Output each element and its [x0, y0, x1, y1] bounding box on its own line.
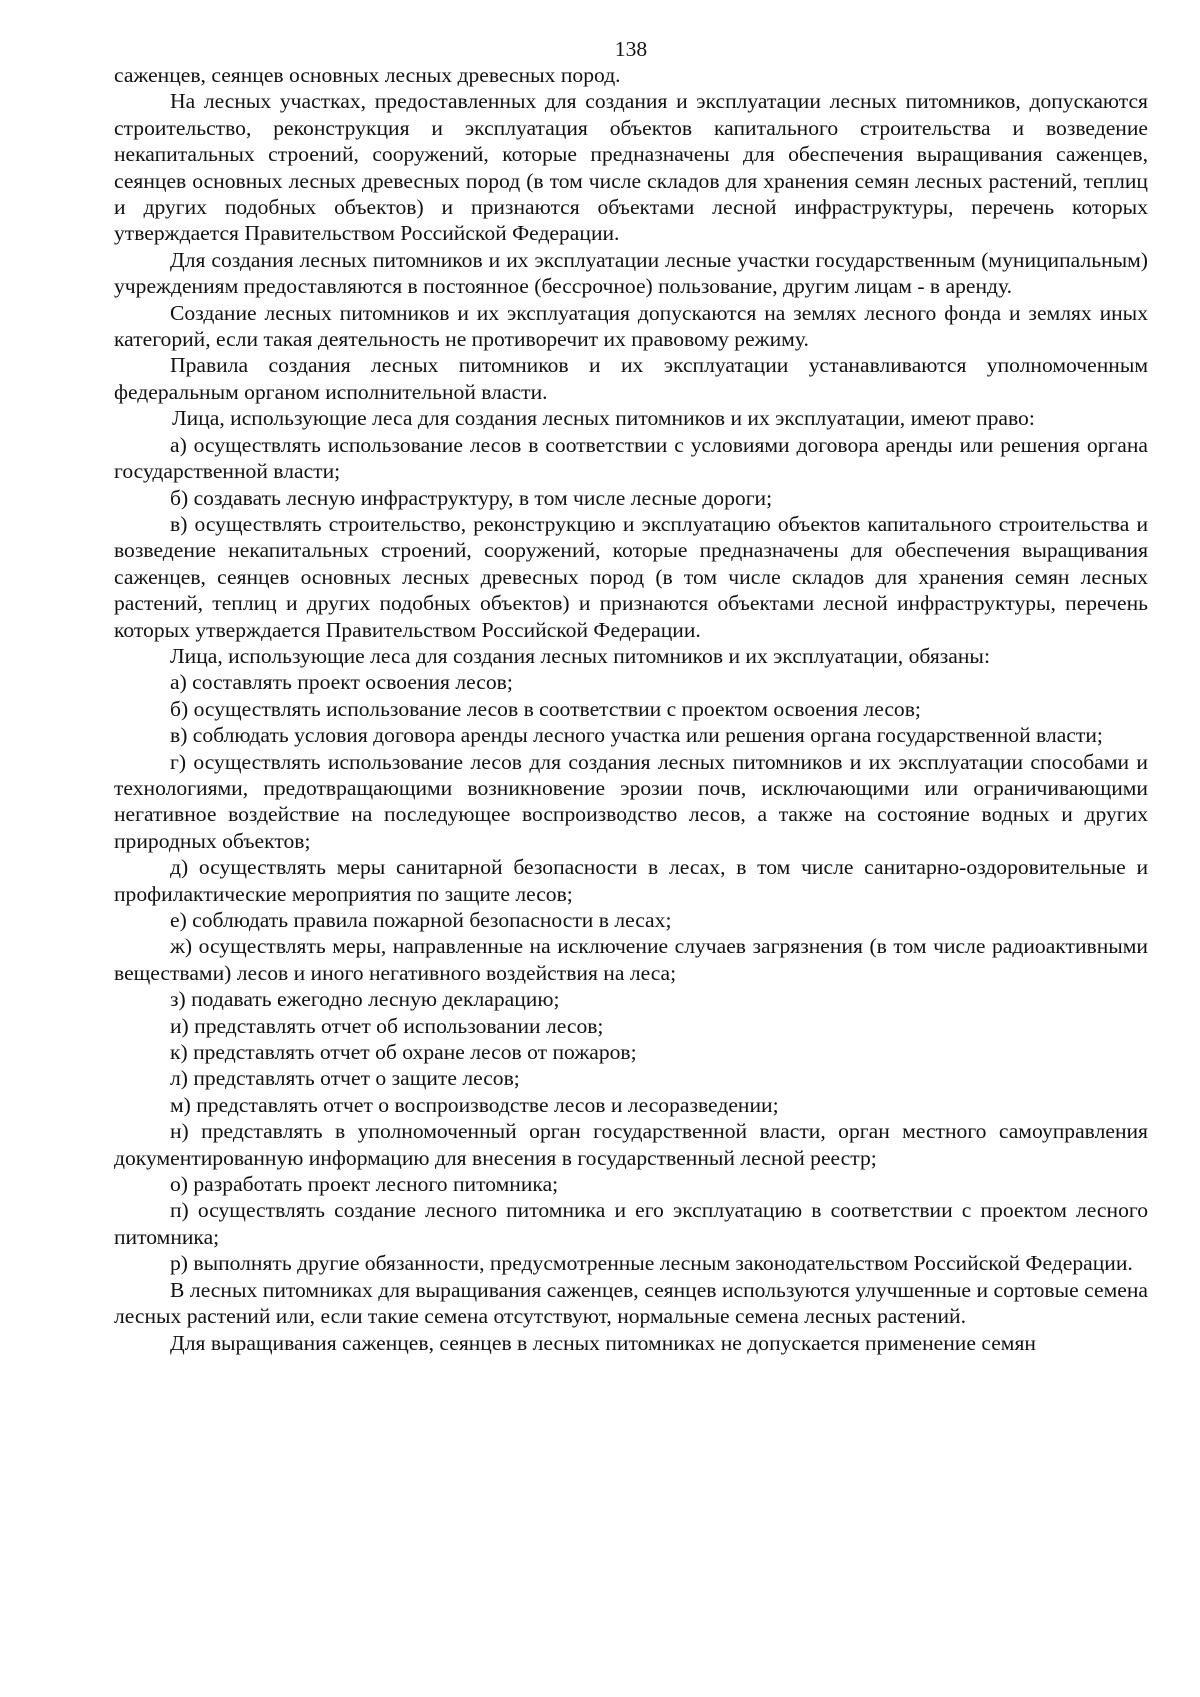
paragraph: и) представлять отчет об использовании лесов; — [170, 1013, 604, 1038]
paragraph: г) осуществлять использование лесов для создания лесных питомников и их эксплуатации способами и технологиями, предотвращающими возникновение эрозии почв, исключающими или ограничивающими негативное воздействие на последующее воспроизводство лесов, а также на состояние водных и других природных объектов; — [114, 749, 1148, 853]
paragraph: б) осуществлять использование лесов в соответствии с проектом освоения лесов; — [170, 696, 921, 721]
paragraph: Лица, использующие леса для создания лесных питомников и их эксплуатации, имеют право: — [172, 406, 1035, 431]
document-body — [114, 62, 1148, 1356]
paragraph: е) соблюдать правила пожарной безопасности в лесах; — [170, 908, 672, 932]
paragraph: п) осуществлять создание лесного питомника и его эксплуатацию в соответствии с проектом лесного питомника; — [114, 1198, 1148, 1249]
paragraph: Правила создания лесных питомников и их эксплуатации устанавливаются уполномоченным федеральным органом исполнительной власти. — [114, 353, 1148, 404]
paragraph-continuation: саженцев, сеянцев основных лесных древесных пород. — [114, 63, 621, 87]
paragraph: а) составлять проект освоения лесов; — [170, 670, 513, 695]
paragraph: ж) осуществлять меры, направленные на исключение случаев загрязнения (в том числе радиоактивными веществами) лесов и иного негативного воздействия на леса; — [114, 934, 1148, 985]
paragraph: л) представлять отчет о защите лесов; — [170, 1066, 520, 1091]
paragraph: м) представлять отчет о воспроизводстве лесов и лесоразведении; — [170, 1092, 779, 1117]
paragraph: н) представлять в уполномоченный орган государственной власти, орган местного самоуправления документированную информацию для внесения в государственный лесной реестр; — [114, 1119, 1148, 1170]
paragraph: Лица, использующие леса для создания лесных питомников и их эксплуатации, обязаны: — [170, 643, 990, 668]
paragraph: в) соблюдать условия договора аренды лесного участка или решения органа государственной власти; — [170, 723, 1103, 748]
paragraph: б) создавать лесную инфраструктуру, в том числе лесные дороги; — [170, 485, 773, 510]
paragraph: д) осуществлять меры санитарной безопасности в лесах, в том числе санитарно-оздоровительные и профилактические мероприятия по защите лесов; — [114, 855, 1148, 906]
paragraph: о) разработать проект лесного питомника; — [170, 1172, 559, 1197]
page-number: 138 — [614, 37, 648, 61]
paragraph: а) осуществлять использование лесов в соответствии с условиями договора аренды или решения органа государственной власти; — [114, 432, 1148, 484]
paragraph: В лесных питомниках для выращивания саженцев, сеянцев используются улучшенные и сортовые семена лесных растений или, если такие семена отсутствуют, нормальные семена лесных растений. — [114, 1277, 1148, 1329]
paragraph: Для выращивания саженцев, сеянцев в лесных питомниках не допускается применение семян — [170, 1330, 1036, 1355]
paragraph: Для создания лесных питомников и их эксплуатации лесные участки государственным (муниципальным) учреждениям предоставляются в постоянное (бессрочное) пользование, другим лицам - в аренду. — [114, 247, 1148, 299]
paragraph: На лесных участках, предоставленных для создания и эксплуатации лесных питомников, допускаются строительство, реконструкция и эксплуатация объектов капитального строительства и возведение некапитальных строений, сооружений, которые предназначены для обеспечения выращивания саженцев, сеянцев основных лесных древесных пород (в том числе складов для хранения семян лесных растений, теплиц и других подобных объектов) и признаются объектами лесной инфраструктуры, перечень которых утверждается Правительством Российской Федерации. — [114, 89, 1148, 246]
paragraph: з) подавать ежегодно лесную декларацию; — [170, 987, 560, 1012]
document-page — [114, 36, 1148, 1356]
paragraph: р) выполнять другие обязанности, предусмотренные лесным законодательством Российской Федерации. — [170, 1251, 1133, 1276]
paragraph: Создание лесных питомников и их эксплуатация допускаются на землях лесного фонда и землях иных категорий, если такая деятельность не противоречит их правовому режиму. — [114, 300, 1148, 352]
paragraph: к) представлять отчет об охране лесов от пожаров; — [170, 1040, 637, 1065]
paragraph: в) осуществлять строительство, реконструкцию и эксплуатацию объектов капитального строительства и возведение некапитальных строений, сооружений, которые предназначены для обеспечения выращивания саженцев, сеянцев основных лесных древесных пород (в том числе складов для хранения семян лесных растений, теплиц и других подобных объектов) и признаются объектами лесной инфраструктуры, перечень которых утверждается Правительством Российской Федерации. — [114, 511, 1148, 642]
